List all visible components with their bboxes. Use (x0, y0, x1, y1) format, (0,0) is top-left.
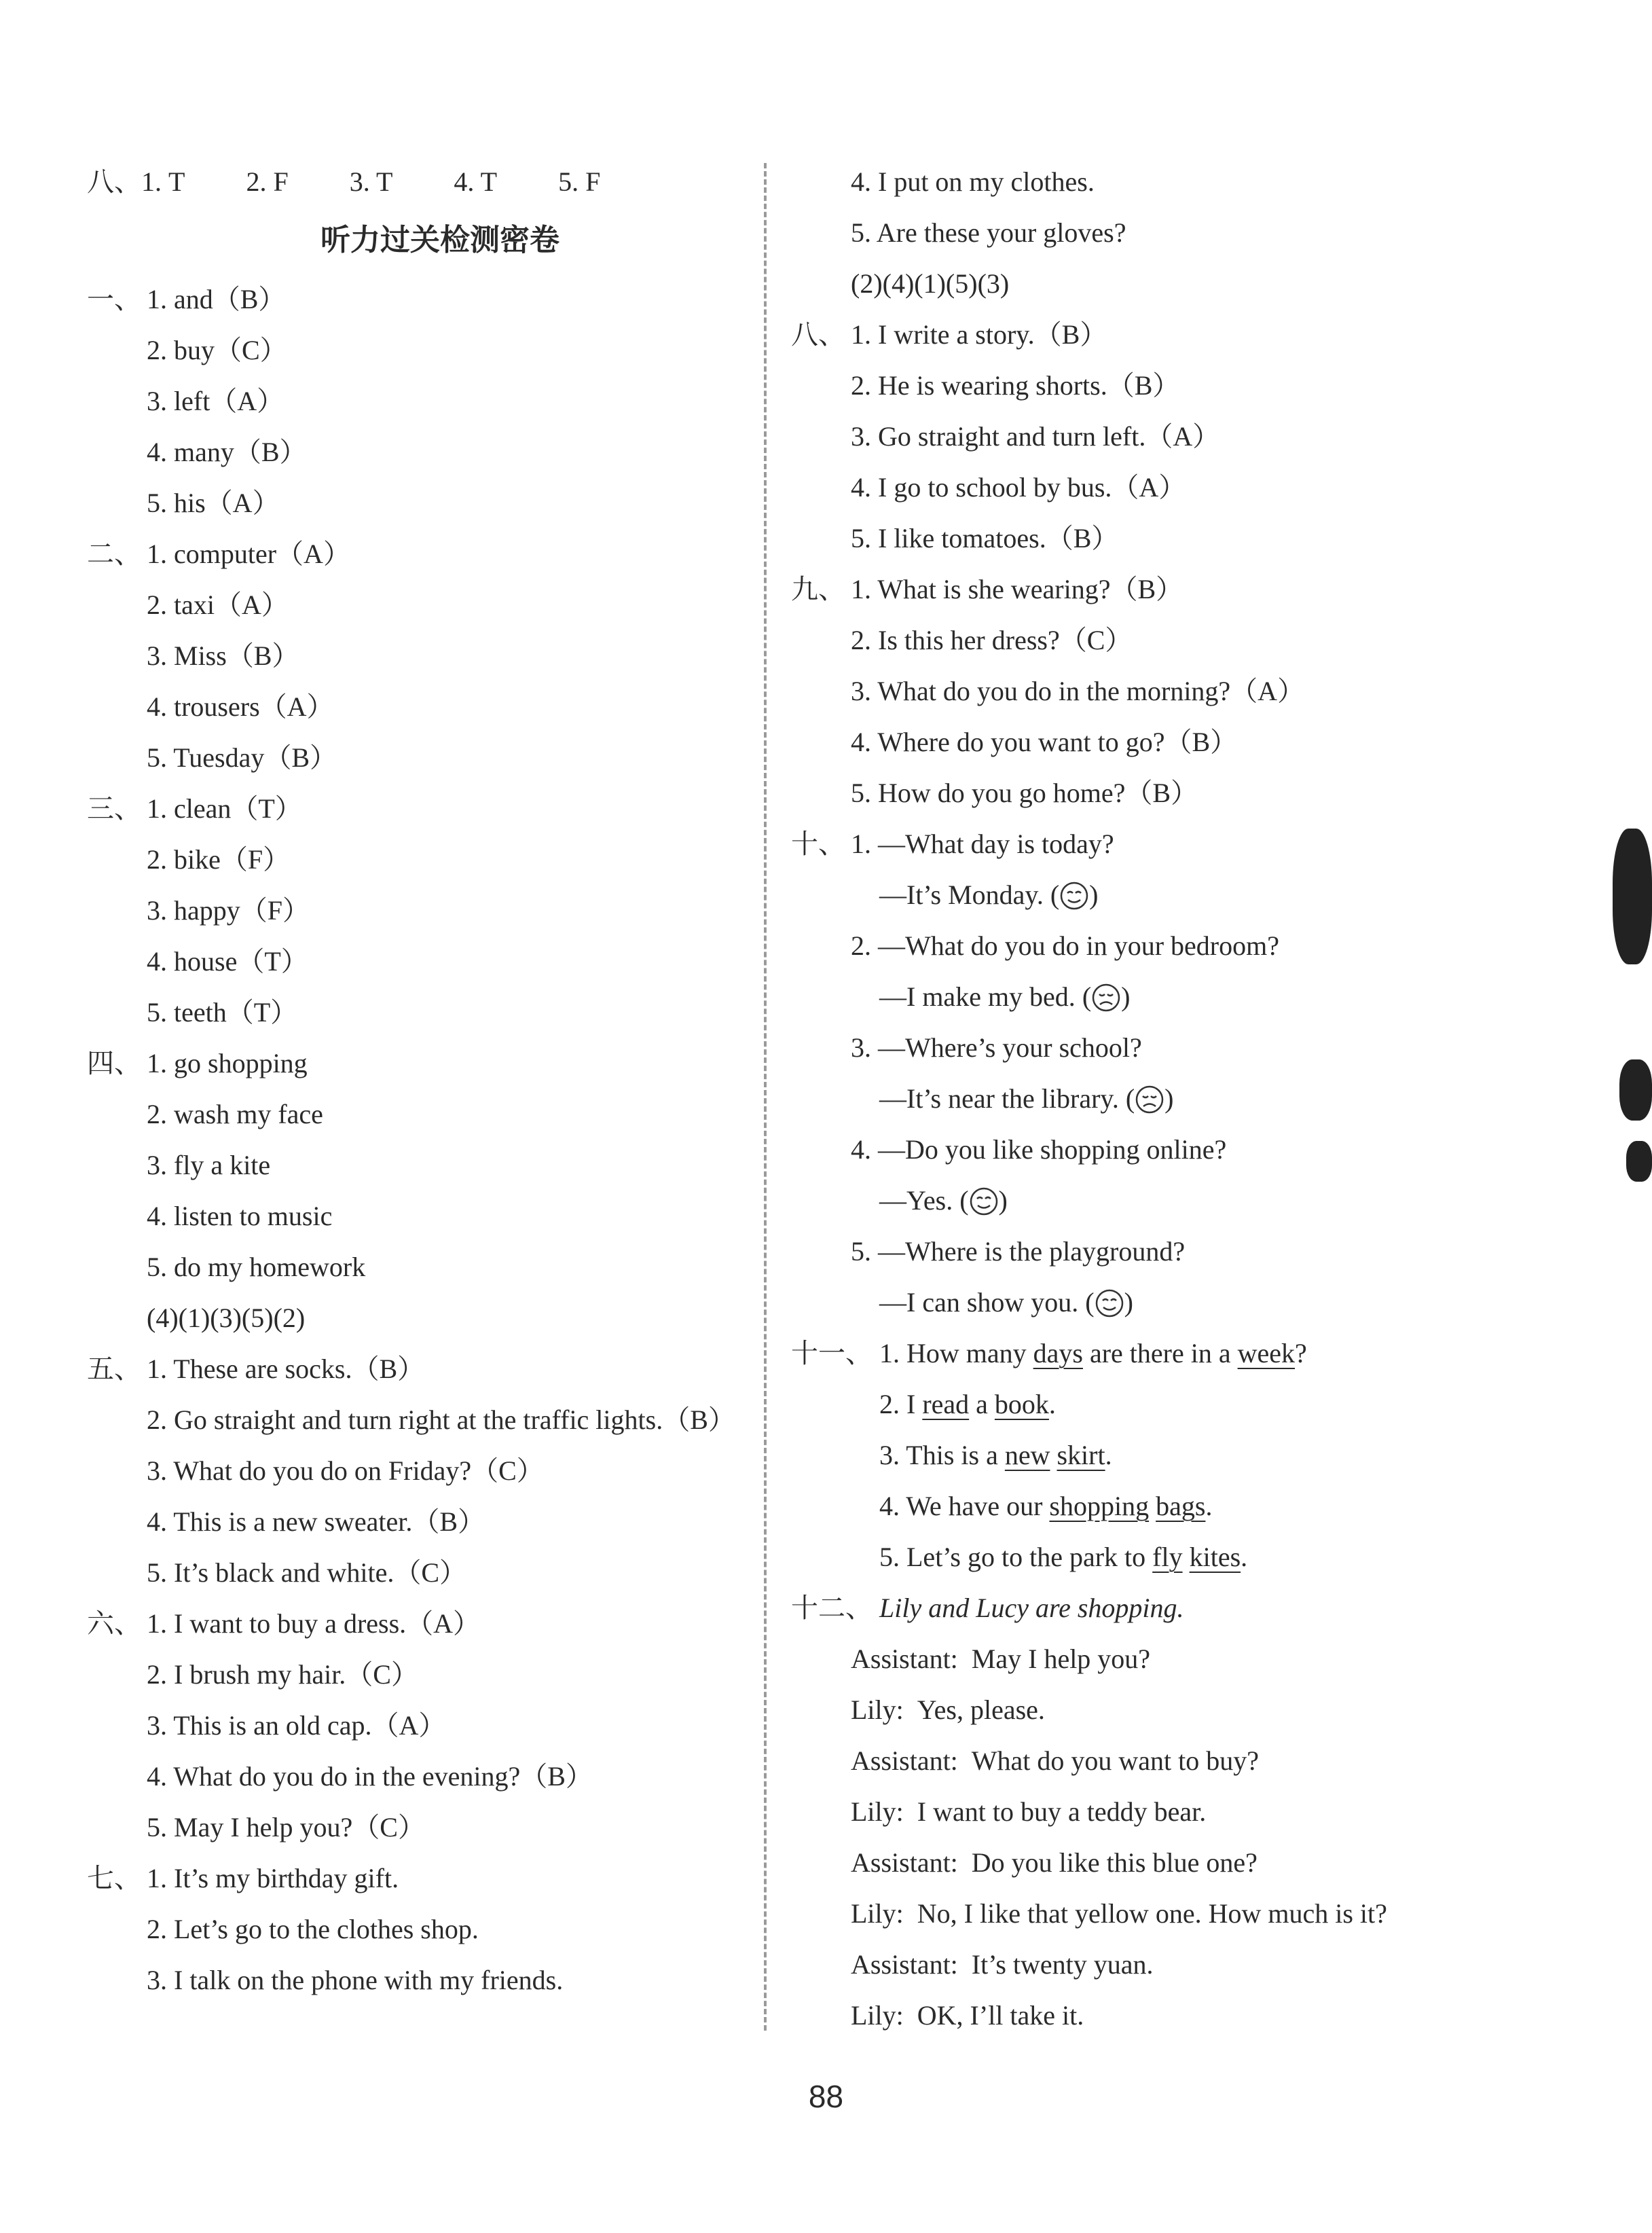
list-item: 4. listen to music (147, 1201, 333, 1231)
left-column (87, 156, 752, 2005)
list-item: 4. What do you do in the evening?（B） (147, 1761, 593, 1792)
list-item: 4. This is a new sweater.（B） (147, 1506, 485, 1537)
list-item: —I can show you. ( ) (879, 1287, 1133, 1318)
page-number: 88 (808, 2079, 844, 2114)
list-item: 5. Let’s go to the park to fly kites. (879, 1542, 1248, 1572)
list-item: 3. I talk on the phone with my friends. (147, 1965, 564, 1995)
list-item: 五、 1. These are socks.（B） (87, 1354, 425, 1385)
list-item: —It’s near the library. ( ) (879, 1083, 1174, 1114)
list-item: —It’s Monday. ( ) (879, 879, 1099, 910)
dialogue-line: Lily: No, I like that yellow one. How much is it? (851, 1898, 1387, 1929)
list-item: 2. bike（F） (147, 844, 291, 875)
list-item: 4. many（B） (147, 437, 307, 467)
list-item: 三、 1. clean（T） (87, 793, 302, 824)
list-item: 5. It’s black and white.（C） (147, 1557, 467, 1588)
list-item: 2. He is wearing shorts.（B） (851, 370, 1180, 401)
list-item: 5. his（A） (147, 488, 280, 518)
right-column (791, 156, 1565, 2041)
dialogue-intro: 十二、 Lily and Lucy are shopping. (791, 1593, 1184, 1624)
list-item: —Yes. ( ) (879, 1185, 1008, 1216)
list-item: 5. teeth（T） (147, 997, 298, 1028)
list-item: 3. happy（F） (147, 895, 310, 926)
list-item: 4. We have our shopping bags. (879, 1491, 1213, 1521)
smiley-face-icon (969, 1186, 999, 1216)
list-item: 七、 1. It’s my birthday gift. (87, 1863, 399, 1894)
dialogue-line: Lily: Yes, please. (851, 1694, 1045, 1725)
dialogue-line: Assistant: It’s twenty yuan. (851, 1949, 1154, 1980)
list-item: 2. wash my face (147, 1099, 323, 1129)
list-item: 5. do my homework (147, 1252, 366, 1282)
list-item: 4. —Do you like shopping online? (851, 1134, 1227, 1165)
dialogue-line: Assistant: What do you want to buy? (851, 1745, 1260, 1776)
list-item: 2. —What do you do in your bedroom? (851, 930, 1279, 961)
dialogue-line: Lily: I want to buy a teddy bear. (851, 1796, 1207, 1827)
list-item: 4. house（T） (147, 946, 308, 977)
list-item: 3. This is a new skirt. (879, 1440, 1112, 1470)
list-item: 3. Miss（B） (147, 640, 299, 671)
list-item: 4. trousers（A） (147, 691, 334, 722)
sad-face-icon (1091, 983, 1121, 1013)
dialogue-line: Assistant: May I help you? (851, 1644, 1151, 1674)
list-item: 二、 1. computer（A） (87, 539, 350, 570)
list-item: 5. —Where is the playground? (851, 1236, 1186, 1267)
top-answer-row: 八、1. T 2. F 3. T 4. T 5. F (87, 166, 601, 198)
list-item: 八、 1. I write a story.（B） (791, 319, 1107, 350)
order-answer: (4)(1)(3)(5)(2) (147, 1303, 306, 1333)
dialogue-line: Assistant: Do you like this blue one? (851, 1847, 1258, 1878)
list-item: 十一、 1. How many days are there in a week? (791, 1338, 1307, 1369)
list-item: 2. I brush my hair.（C） (147, 1659, 418, 1690)
page-title: 听力过关检测密卷 (320, 223, 559, 257)
list-item: 3. Go straight and turn left.（A） (851, 421, 1220, 452)
list-item: 3. left（A） (147, 386, 284, 416)
smiley-face-icon (1095, 1288, 1124, 1318)
scan-smudge (1619, 1059, 1652, 1121)
list-item: 4. I go to school by bus.（A） (851, 472, 1186, 503)
list-item: 十、 1. —What day is today? (791, 829, 1114, 860)
list-item: 3. —Where’s your school? (851, 1032, 1142, 1063)
list-item: 2. Is this her dress?（C） (851, 625, 1133, 655)
list-item: 5. May I help you?（C） (147, 1812, 425, 1842)
list-item: 九、 1. What is she wearing?（B） (791, 574, 1183, 605)
list-item: 5. Are these your gloves? (851, 217, 1126, 248)
smiley-face-icon (1059, 881, 1089, 911)
dialogue-line: Lily: OK, I’ll take it. (851, 2000, 1084, 2031)
list-item: 3. What do you do in the morning?（A） (851, 676, 1305, 706)
list-item: 2. taxi（A） (147, 589, 289, 620)
list-item: 一、 1. and（B） (87, 284, 286, 315)
list-item: 3. What do you do on Friday?（C） (147, 1455, 544, 1486)
list-item: 3. This is an old cap.（A） (147, 1710, 446, 1741)
list-item: 3. fly a kite (147, 1150, 271, 1180)
list-item: 2. Let’s go to the clothes shop. (147, 1914, 479, 1944)
list-item: 2. Go straight and turn right at the traffic lights.（B） (147, 1404, 735, 1435)
list-item: 六、 1. I want to buy a dress.（A） (87, 1608, 481, 1639)
sad-face-icon (1135, 1085, 1164, 1114)
list-item: 四、 1. go shopping (87, 1048, 308, 1079)
column-divider (764, 163, 767, 2031)
scan-smudge (1626, 1141, 1652, 1182)
list-item: 5. Tuesday（B） (147, 742, 337, 773)
list-item: 4. I put on my clothes. (851, 166, 1095, 197)
list-item: —I make my bed. ( ) (879, 981, 1131, 1012)
list-item: 4. Where do you want to go?（B） (851, 727, 1238, 757)
list-item: 5. How do you go home?（B） (851, 778, 1198, 808)
list-item: 2. I read a book. (879, 1389, 1056, 1419)
list-item: 5. I like tomatoes.（B） (851, 523, 1119, 553)
scan-smudge (1613, 829, 1652, 964)
list-item: 2. buy（C） (147, 335, 287, 365)
order-answer: (2)(4)(1)(5)(3) (851, 268, 1010, 299)
